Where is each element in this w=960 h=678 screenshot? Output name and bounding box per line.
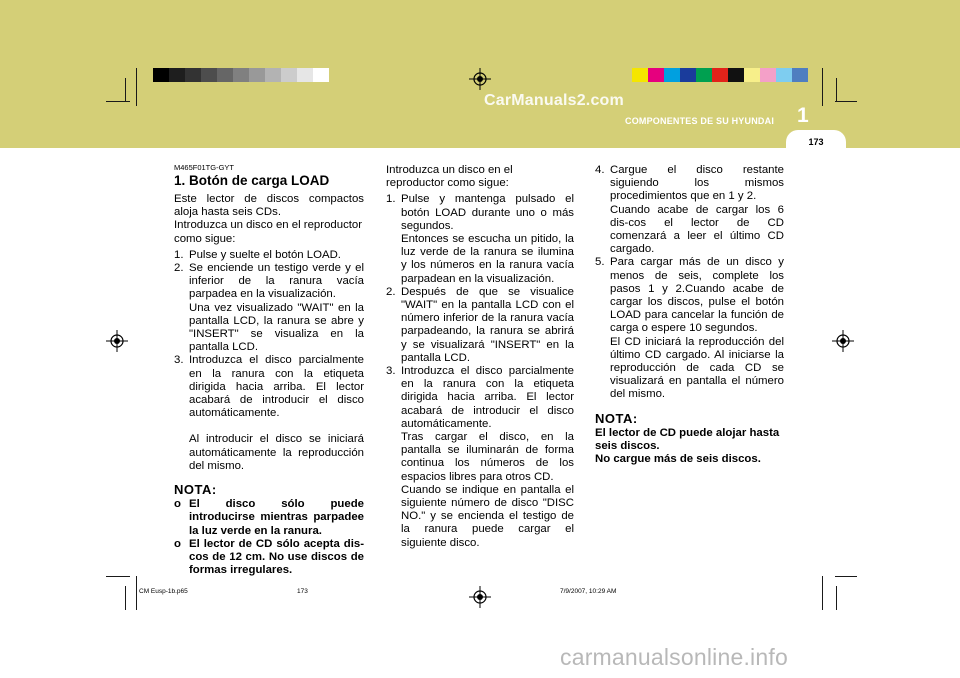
chapter-number: 1 (797, 104, 809, 127)
list-text: Se enciende un testigo verde y el inferior de la ranura vacía parpadea en la visualización. (189, 262, 364, 301)
list-continuation: Cuando se indique en pantalla el siguiente número de disco "DISC NO." y se encienda el testigo de la ranura puede cargar el siguiente disco. (401, 483, 574, 549)
color-bar (632, 68, 808, 82)
note-item (174, 498, 364, 538)
list-continuation: Al introducir el disco se iniciará automáticamente la reproducción del mismo. (189, 433, 364, 472)
swatch (712, 68, 728, 82)
list-item (595, 164, 784, 204)
list-item (386, 286, 574, 365)
watermark-bottom: carmanualsonline.info (560, 644, 788, 670)
swatch (648, 68, 664, 82)
crop-mark (106, 576, 130, 577)
list-text: Para cargar más de un disco y menos de seis, complete los pasos 1 y 2.Cuando acabe de cargar los discos, pulse el botón LOAD para cancelar la función de carga o espere 10 segundos. (610, 256, 784, 335)
swatch (169, 68, 185, 82)
column-1 (174, 163, 364, 577)
registration-target-icon (106, 330, 128, 352)
list-text: Introduzca el disco parcialmente en la ranura con la etiqueta dirigida hacia arriba. El lector acabará de introducir el disco automáticamente. (401, 365, 574, 430)
swatch (201, 68, 217, 82)
page-number: 173 (808, 137, 824, 147)
swatch (632, 68, 648, 82)
swatch (760, 68, 776, 82)
registration-target-icon (832, 330, 854, 352)
list-number: 3. (386, 365, 396, 378)
grayscale-bar (153, 68, 329, 82)
watermark-top: CarManuals2.com (484, 92, 624, 109)
swatch (249, 68, 265, 82)
list-number: 3. (174, 354, 184, 367)
doc-code: M465F01TG-GYT (174, 163, 235, 172)
swatch (313, 68, 329, 82)
swatch (776, 68, 792, 82)
list-number: 2. (174, 262, 184, 275)
swatch (233, 68, 249, 82)
swatch (696, 68, 712, 82)
crop-mark (136, 576, 137, 610)
list-text: Cargue el disco restante siguiendo los mismos procedimientos que en 1 y 2. (610, 164, 784, 203)
footer-page: 173 (297, 588, 308, 595)
note-bullet: o (174, 498, 181, 511)
swatch (217, 68, 233, 82)
column-3 (595, 164, 784, 466)
crop-mark (836, 78, 837, 102)
list-continuation: Una vez visualizado "WAIT" en la pantalla LCD, la ranura se abre y "INSERT" se visualiza en la pantalla LCD. (189, 301, 364, 354)
crop-mark (822, 68, 823, 106)
section-header: COMPONENTES DE SU HYUNDAI (625, 116, 775, 126)
list-text: Después de que se visualice "WAIT" en la pantalla LCD con el número inferior de la ranura vacía parpadeando, la ranura se abrirá y se visualizará "INSERT" en la pantalla LCD. (401, 285, 574, 364)
note-text: El lector de CD sólo acepta dis-cos de 12 cm. No use discos de formas irregulares. (189, 537, 364, 577)
list-item (386, 193, 574, 233)
note-heading: NOTA: (595, 410, 638, 426)
list-number: 1. (386, 193, 396, 206)
swatch (664, 68, 680, 82)
registration-target-icon (469, 586, 491, 608)
crop-mark (835, 576, 857, 577)
swatch (265, 68, 281, 82)
list-item (174, 262, 364, 302)
note-text: El disco sólo puede introducirse mientras parpadee la luz verde en la ranura. (189, 498, 364, 537)
list-continuation: Cuando acabe de cargar los 6 dis-cos el lector de CD comenzará a leer el último CD cargado. (610, 203, 784, 256)
list-text: Pulse y mantenga pulsado el botón LOAD durante uno o más segundos. (401, 193, 574, 232)
footer-date: 7/9/2007, 10:29 AM (560, 588, 617, 595)
note-text: El lector de CD puede alojar hasta seis discos. (595, 426, 780, 453)
list-text: Introduzca el disco parcialmente en la ranura con la etiqueta dirigida hacia arriba. El lector acabará de introducir el disco automáticamente. (189, 354, 364, 420)
swatch (153, 68, 169, 82)
paragraph: Este lector de discos compactos aloja hasta seis CDs. (174, 193, 364, 219)
note-text: No cargue más de seis discos. (595, 453, 761, 466)
list-item (174, 354, 364, 420)
list-continuation: Tras cargar el disco, en la pantalla se iluminarán de forma continua los números de los espacios libres para otros CD. (401, 431, 574, 483)
swatch (680, 68, 696, 82)
swatch (728, 68, 744, 82)
footer-filename: CM Eusp-1b.p65 (139, 588, 188, 595)
crop-mark (822, 576, 823, 610)
note-item (174, 538, 364, 578)
swatch (297, 68, 313, 82)
list-item (595, 256, 784, 335)
paragraph: Introduzca un disco en el reproductor como sigue: (174, 219, 363, 245)
list-number: 1. (174, 248, 184, 261)
swatch (185, 68, 201, 82)
list-item (386, 365, 574, 431)
list-continuation: El CD iniciará la reproducción del último CD cargado. Al iniciarse la reproducción de cada CD se visualizará en pantalla el número del mismo. (610, 335, 784, 401)
note-bullet: o (174, 537, 181, 550)
list-item (174, 249, 364, 262)
swatch (792, 68, 808, 82)
crop-mark (136, 68, 137, 106)
list-number: 5. (595, 256, 605, 269)
registration-target-icon (469, 68, 491, 90)
list-number: 4. (595, 164, 605, 176)
swatch (744, 68, 760, 82)
crop-mark (125, 586, 126, 610)
section-title: 1. Botón de carga LOAD (174, 173, 330, 188)
note-heading: NOTA: (174, 482, 217, 498)
list-number: 2. (386, 285, 396, 298)
swatch (281, 68, 297, 82)
list-continuation: Entonces se escucha un pitido, la luz verde de la ranura se ilumina y los números en la ranura vacía parpadean en la visualización. (401, 233, 574, 285)
column-2 (386, 164, 574, 550)
paragraph: Introduzca un disco en el reproductor como sigue: (386, 164, 513, 190)
crop-mark (836, 586, 837, 610)
crop-mark (106, 101, 130, 102)
crop-mark (125, 78, 126, 102)
list-text: Pulse y suelte el botón LOAD. (189, 248, 341, 261)
crop-mark (835, 101, 857, 102)
